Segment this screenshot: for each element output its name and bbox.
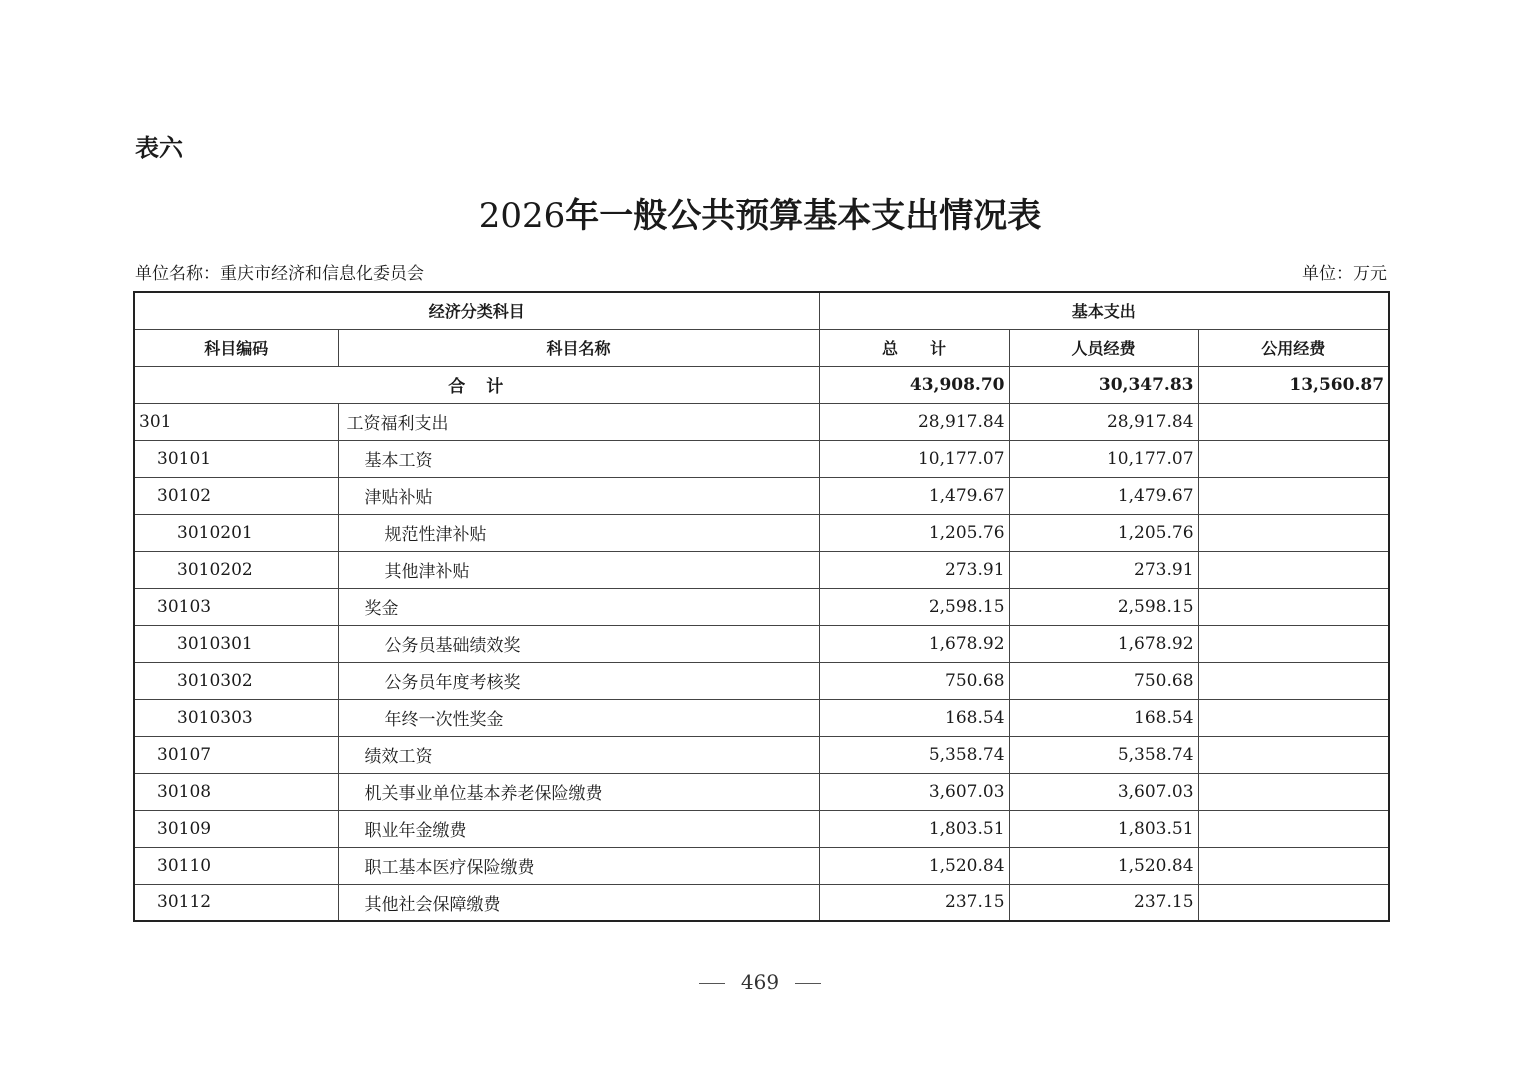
table-row (134, 625, 1389, 662)
footer-dash-left (699, 983, 725, 984)
table-row (134, 403, 1389, 440)
cell-public (1198, 810, 1389, 847)
page-number: 469 (740, 970, 780, 994)
cell-public (1198, 440, 1389, 477)
cell-public (1198, 551, 1389, 588)
header-total: 总 计 (819, 329, 1009, 366)
cell-name: 其他社会保障缴费 (338, 884, 819, 921)
cell-name: 机关事业单位基本养老保险缴费 (338, 773, 819, 810)
table-row (134, 847, 1389, 884)
cell-name: 奖金 (338, 588, 819, 625)
cell-personnel: 1,205.76 (1009, 514, 1198, 551)
cell-personnel: 28,917.84 (1009, 403, 1198, 440)
cell-name: 公务员年度考核奖 (338, 662, 819, 699)
table-row (134, 440, 1389, 477)
cell-code: 30110 (134, 847, 338, 884)
cell-public (1198, 477, 1389, 514)
document-title (0, 188, 1520, 237)
cell-name: 职业年金缴费 (338, 810, 819, 847)
cell-code: 30108 (134, 773, 338, 810)
cell-personnel: 10,177.07 (1009, 440, 1198, 477)
cell-personnel: 750.68 (1009, 662, 1198, 699)
cell-code: 30112 (134, 884, 338, 921)
column-header-row (134, 329, 1389, 366)
cell-public (1198, 662, 1389, 699)
total-personnel: 30,347.83 (1009, 366, 1198, 403)
group-header-row (134, 292, 1389, 329)
table-row (134, 736, 1389, 773)
cell-personnel: 237.15 (1009, 884, 1198, 921)
cell-personnel: 168.54 (1009, 699, 1198, 736)
total-label: 合 计 (134, 366, 819, 403)
cell-personnel: 273.91 (1009, 551, 1198, 588)
cell-personnel: 1,479.67 (1009, 477, 1198, 514)
table-row (134, 662, 1389, 699)
cell-total: 2,598.15 (819, 588, 1009, 625)
cell-code: 30109 (134, 810, 338, 847)
table-row (134, 551, 1389, 588)
cell-name: 年终一次性奖金 (338, 699, 819, 736)
cell-code: 30101 (134, 440, 338, 477)
cell-name: 规范性津补贴 (338, 514, 819, 551)
cell-total: 1,479.67 (819, 477, 1009, 514)
header-personnel: 人员经费 (1009, 329, 1198, 366)
cell-total: 10,177.07 (819, 440, 1009, 477)
cell-code: 3010303 (134, 699, 338, 736)
cell-personnel: 3,607.03 (1009, 773, 1198, 810)
cell-public (1198, 625, 1389, 662)
table-row (134, 477, 1389, 514)
cell-code: 30102 (134, 477, 338, 514)
cell-name: 工资福利支出 (338, 403, 819, 440)
page-footer (0, 970, 1520, 994)
cell-name: 公务员基础绩效奖 (338, 625, 819, 662)
cell-name: 其他津补贴 (338, 551, 819, 588)
cell-total: 750.68 (819, 662, 1009, 699)
cell-public (1198, 588, 1389, 625)
unit-of-measure: 单位：万元 (1302, 264, 1387, 284)
cell-total: 1,205.76 (819, 514, 1009, 551)
title-year: 2026 (478, 196, 566, 236)
footer-dash-right (795, 983, 821, 984)
cell-total: 168.54 (819, 699, 1009, 736)
header-classification: 经济分类科目 (134, 292, 819, 329)
cell-total: 3,607.03 (819, 773, 1009, 810)
cell-name: 基本工资 (338, 440, 819, 477)
cell-code: 3010201 (134, 514, 338, 551)
budget-table (133, 291, 1390, 922)
table-row (134, 699, 1389, 736)
cell-public (1198, 736, 1389, 773)
cell-total: 1,803.51 (819, 810, 1009, 847)
table-row (134, 810, 1389, 847)
cell-total: 5,358.74 (819, 736, 1009, 773)
header-basic-expenditure: 基本支出 (819, 292, 1389, 329)
header-code: 科目编码 (134, 329, 338, 366)
table-row (134, 588, 1389, 625)
cell-code: 3010202 (134, 551, 338, 588)
title-text: 年一般公共预算基本支出情况表 (565, 196, 1042, 236)
header-name: 科目名称 (338, 329, 819, 366)
cell-code: 30107 (134, 736, 338, 773)
cell-public (1198, 699, 1389, 736)
cell-total: 1,678.92 (819, 625, 1009, 662)
cell-personnel: 1,520.84 (1009, 847, 1198, 884)
total-public: 13,560.87 (1198, 366, 1389, 403)
cell-code: 301 (134, 403, 338, 440)
cell-name: 职工基本医疗保险缴费 (338, 847, 819, 884)
cell-total: 28,917.84 (819, 403, 1009, 440)
cell-total: 237.15 (819, 884, 1009, 921)
cell-code: 3010302 (134, 662, 338, 699)
cell-total: 1,520.84 (819, 847, 1009, 884)
cell-public (1198, 403, 1389, 440)
cell-code: 30103 (134, 588, 338, 625)
table-row (134, 884, 1389, 921)
table-label: 表六 (135, 134, 183, 162)
cell-public (1198, 514, 1389, 551)
cell-personnel: 1,803.51 (1009, 810, 1198, 847)
cell-name: 绩效工资 (338, 736, 819, 773)
cell-public (1198, 773, 1389, 810)
cell-personnel: 5,358.74 (1009, 736, 1198, 773)
unit-name: 单位名称：重庆市经济和信息化委员会 (135, 264, 424, 284)
cell-code: 3010301 (134, 625, 338, 662)
cell-personnel: 1,678.92 (1009, 625, 1198, 662)
table-row (134, 773, 1389, 810)
cell-public (1198, 847, 1389, 884)
cell-total: 273.91 (819, 551, 1009, 588)
total-row (134, 366, 1389, 403)
header-public: 公用经费 (1198, 329, 1389, 366)
cell-public (1198, 884, 1389, 921)
total-total: 43,908.70 (819, 366, 1009, 403)
cell-name: 津贴补贴 (338, 477, 819, 514)
cell-personnel: 2,598.15 (1009, 588, 1198, 625)
table-row (134, 514, 1389, 551)
